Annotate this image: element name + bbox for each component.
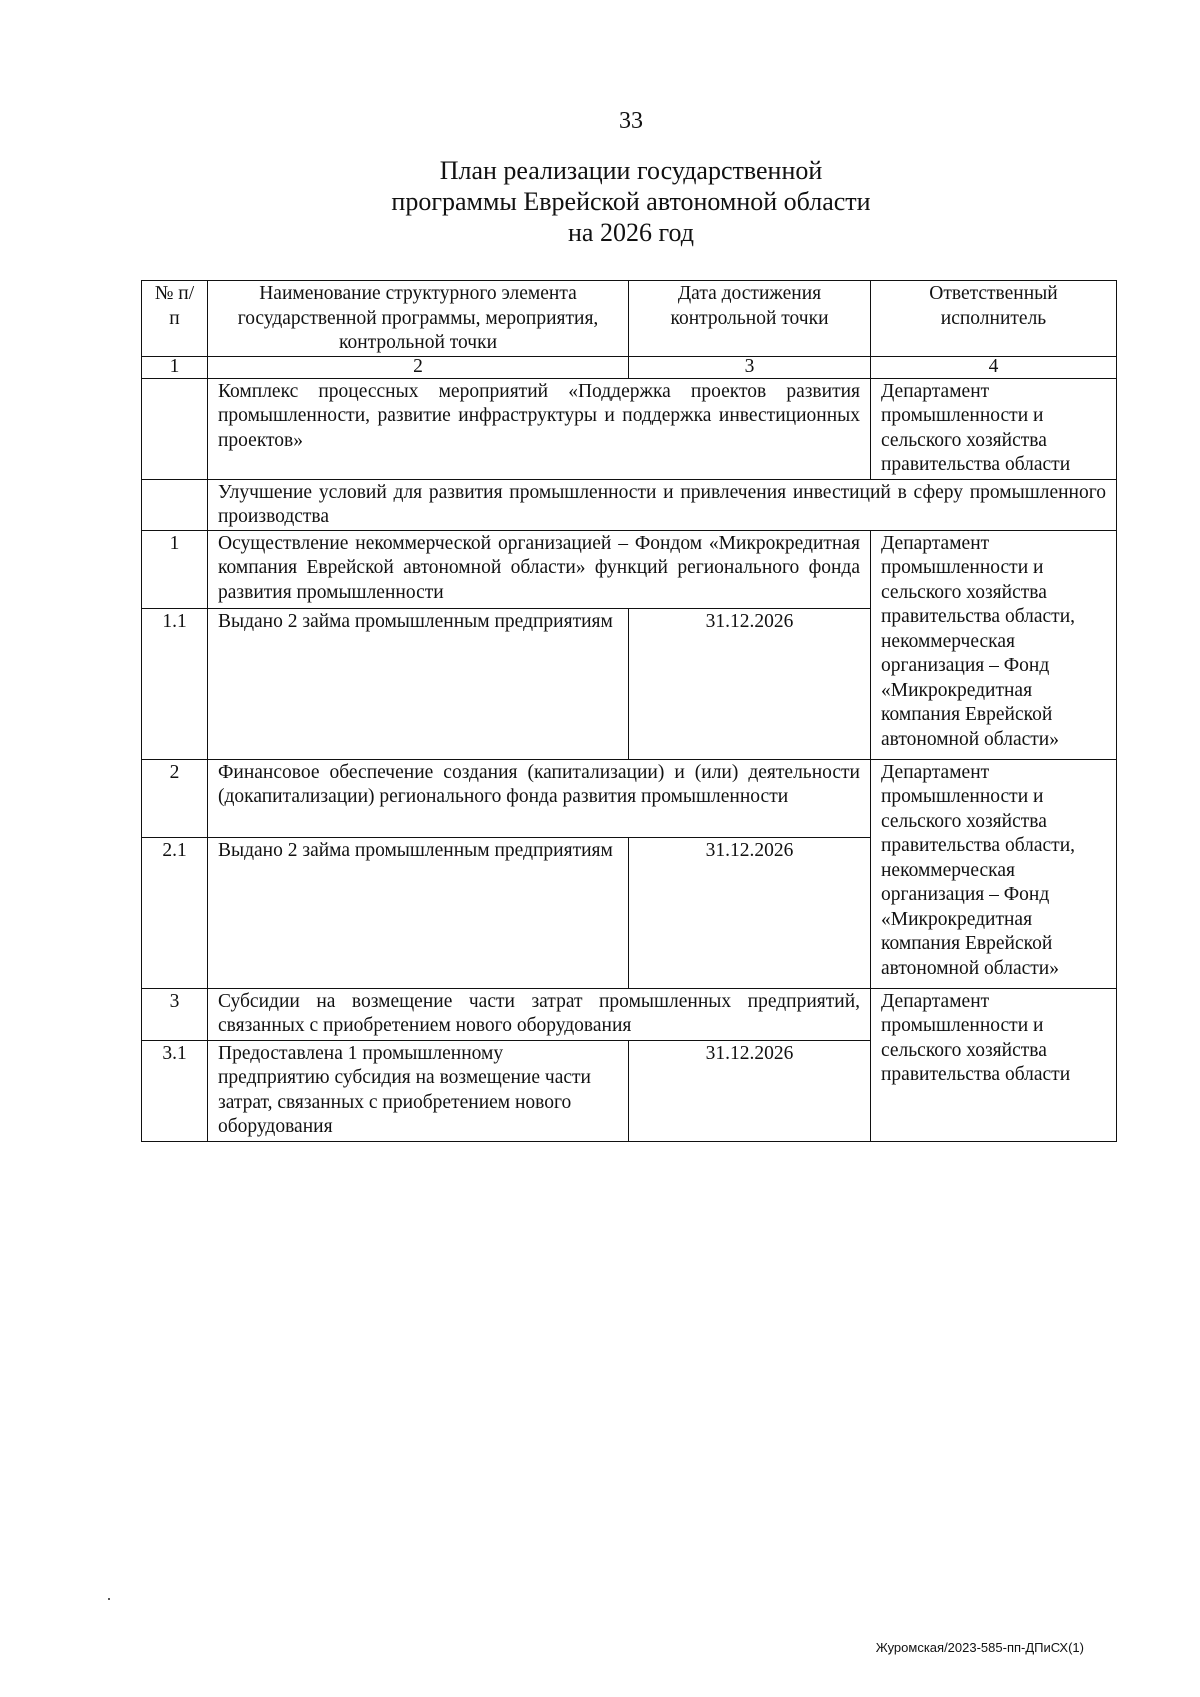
title-line-3: на 2026 год [568,218,694,247]
subrow-num: 2.1 [142,837,208,988]
column-number-row [142,356,1117,378]
document-title [0,155,1200,248]
column-number: 4 [871,356,1117,378]
subrow-num: 3.1 [142,1040,208,1141]
header-row [142,281,1117,357]
task-row [142,479,1117,530]
row-name: Субсидии на возмещение части затрат промышленных предприятий, связанных с приобретением нового оборудования [208,988,871,1040]
header-num: № п/п [142,281,208,357]
complex-num-cell [142,378,208,479]
subrow-date: 31.12.2026 [629,837,871,988]
table-row [142,530,1117,608]
row-num: 2 [142,759,208,837]
scan-dot [108,1598,110,1600]
column-number: 1 [142,356,208,378]
task-num-cell [142,479,208,530]
title-line-1: План реализации государственной [439,156,823,185]
subrow-name: Выдано 2 займа промышленным предприятиям [208,837,629,988]
row-num: 1 [142,530,208,608]
subrow-num: 1.1 [142,608,208,759]
row-num: 3 [142,988,208,1040]
complex-row [142,378,1117,479]
complex-responsible: Департамент промышленности и сельского хозяйства правительства области [871,378,1117,479]
subrow-name: Выдано 2 займа промышленным предприятиям [208,608,629,759]
row-name: Финансовое обеспечение создания (капитализации) и (или) деятельности (докапитализации) регионального фонда развития промышленности [208,759,871,837]
table-row [142,988,1117,1040]
column-number: 2 [208,356,629,378]
subrow-date: 31.12.2026 [629,1040,871,1141]
subrow-name: Предоставлена 1 промышленному предприятию субсидия на возмещение части затрат, связанных с приобретением нового оборудования [208,1040,629,1141]
subrow-date: 31.12.2026 [629,608,871,759]
row-responsible: Департамент промышленности и сельского хозяйства правительства области, некоммерческая организация – Фонд «Микрокредитная компания Еврейской автономной области» [871,759,1117,988]
column-number: 3 [629,356,871,378]
footer-code: Журомская/2023-585-пп-ДПиСХ(1) [875,1640,1084,1655]
header-name: Наименование структурного элемента государственной программы, мероприятия, контрольной точки [208,281,629,357]
row-responsible: Департамент промышленности и сельского хозяйства правительства области [871,988,1117,1141]
header-responsible: Ответственный исполнитель [871,281,1117,357]
header-date: Дата достижения контрольной точки [629,281,871,357]
complex-name: Комплекс процессных мероприятий «Поддержка проектов развития промышленности, развитие инфраструктуры и поддержка инвестиционных проектов» [208,378,871,479]
row-name: Осуществление некоммерческой организацией – Фондом «Микрокредитная компания Еврейской автономной области» функций регионального фонда развития промышленности [208,530,871,608]
row-responsible: Департамент промышленности и сельского хозяйства правительства области, некоммерческая организация – Фонд «Микрокредитная компания Еврейской автономной области» [871,530,1117,759]
task-name: Улучшение условий для развития промышленности и привлечения инвестиций в сферу промышленного производства [208,479,1117,530]
page-number: 33 [619,108,643,134]
plan-table [141,280,1117,1142]
title-line-2: программы Еврейской автономной области [391,187,871,216]
table-row [142,759,1117,837]
